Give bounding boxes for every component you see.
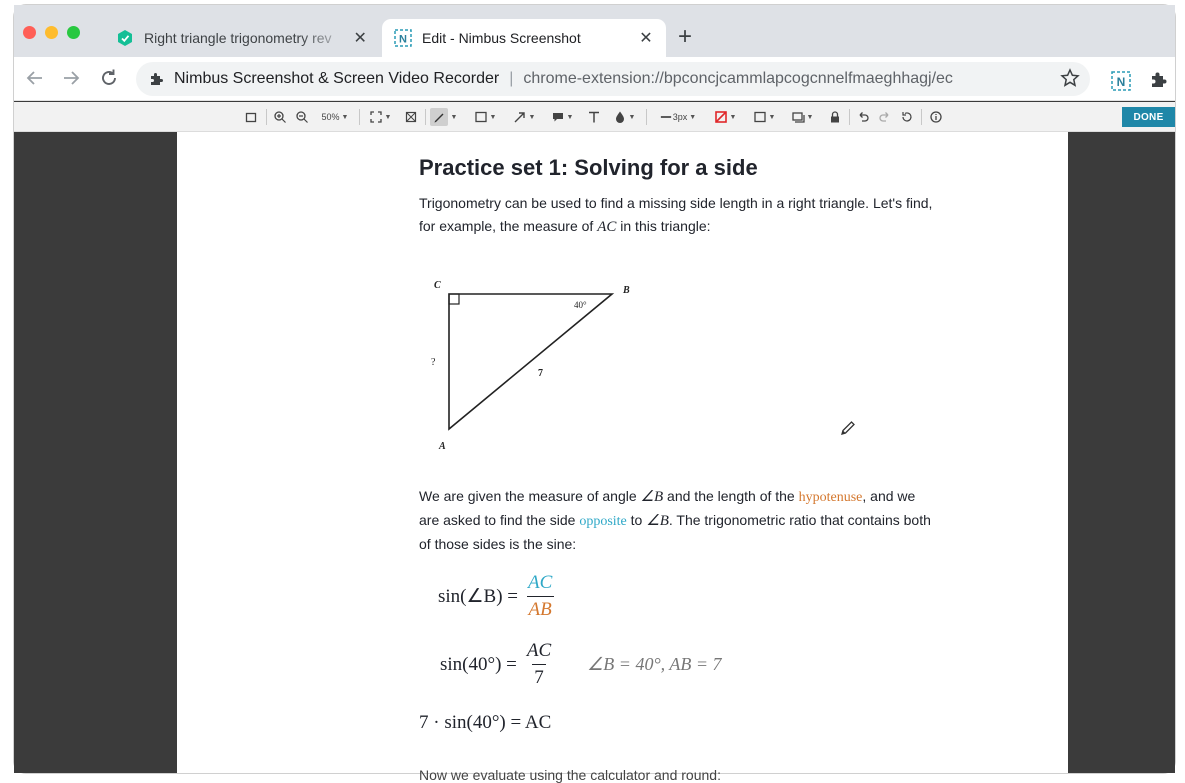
explanation-paragraph: We are given the measure of angle ∠B and the length of the hypotenuse, and we are asked to find the side opposite to ∠B. The trigonometric ratio that contains both of those sides is the sine: [419,488,931,552]
address-url: chrome-extension://bpconcjcammlapcogcnnelfmaeghhagj/ec [523,70,953,87]
equation-sine-definition: sin(∠B) = $\frac{AC}{AB}$ [438,572,553,620]
crop-icon[interactable] [243,108,259,126]
arrow-tool-icon[interactable]: ▼ [509,108,539,126]
extension-puzzle-icon [148,71,164,87]
page-title: Practice set 1: Solving for a side [419,155,758,180]
given-values-note: ∠B = 40°, AB = 7 [587,654,722,674]
chevron-down-icon[interactable]: ▼ [450,113,458,121]
svg-text:N: N [1116,75,1126,89]
reload-icon[interactable] [98,67,120,89]
done-button[interactable]: DONE [1122,107,1175,127]
address-separator: | [509,70,514,87]
lock-icon[interactable] [827,108,843,126]
editor-toolbar [14,102,1175,132]
unknown-side-label: ? [431,357,436,368]
back-icon[interactable] [24,67,46,89]
zoom-level-select[interactable] [316,108,354,126]
text-tool-icon[interactable] [586,108,602,126]
zoom-out-icon[interactable] [294,108,310,126]
navigation-bar [14,57,1175,101]
undo-icon[interactable] [855,108,871,126]
hypotenuse-length-label: 7 [538,368,543,379]
info-icon[interactable] [928,108,944,126]
tab-nimbus-edit[interactable] [382,19,666,57]
shadow-icon[interactable]: ▼ [787,108,817,126]
chevron-down-icon: ▼ [341,113,349,121]
address-bar[interactable] [136,62,1090,96]
close-tab-icon[interactable]: ✕ [639,30,653,47]
vertex-label-a: A [439,441,446,452]
stroke-color-icon[interactable]: ▼ [750,108,778,126]
khan-academy-icon [116,29,134,47]
zoom-level-value: 50% [321,112,340,122]
opposite-link[interactable]: opposite [579,514,627,529]
tab-title: Right triangle trigonometry rev [144,30,352,46]
screenshot-page [177,132,1068,783]
pen-tool-icon[interactable] [430,108,448,126]
cutoff-text: Now we evaluate using the calculator and round: [419,767,721,783]
site-name: Nimbus Screenshot & Screen Video Recorder [174,70,500,87]
rectangle-tool-icon[interactable]: ▼ [471,108,499,126]
reset-icon[interactable] [899,108,915,126]
tab-strip [14,5,1175,57]
bookmark-star-icon[interactable] [1060,68,1080,88]
svg-text:N: N [399,33,407,46]
new-tab-button[interactable]: + [678,23,693,50]
line-width-value: 3px [672,112,688,122]
speech-bubble-tool-icon[interactable]: ▼ [548,108,576,126]
resize-icon[interactable] [403,108,419,126]
extensions-puzzle-icon[interactable] [1148,70,1168,90]
pencil-cursor-icon [840,420,856,436]
vertex-label-c: C [434,280,441,291]
minimize-window-button[interactable] [45,26,58,39]
hypotenuse-link[interactable]: hypotenuse [798,490,863,505]
zoom-in-icon[interactable] [272,108,288,126]
equation-substitution: sin(40°) = $\frac{AC}{7}$ ∠B = 40°, AB = 7 [440,640,722,688]
fill-color-icon[interactable]: ▼ [710,108,740,126]
tab-khan-academy[interactable] [104,19,380,57]
nimbus-icon [394,29,412,47]
close-window-button[interactable] [23,26,36,39]
math-variable: AC [597,219,617,235]
forward-icon[interactable] [60,67,82,89]
line-width-select[interactable]: 3px ▼ [672,112,697,122]
fit-screen-icon[interactable]: ▼ [367,108,393,126]
maximize-window-button[interactable] [67,26,80,39]
browser-window [14,5,1175,783]
tab-title: Edit - Nimbus Screenshot [422,30,581,46]
redo-icon[interactable] [877,108,893,126]
close-tab-icon[interactable]: ✕ [353,30,367,47]
nimbus-extension-icon[interactable] [1111,71,1131,91]
right-triangle-diagram [419,262,649,462]
equation-solve: 7 · sin(40°) = AC [419,712,552,733]
angle-label: 40° [574,300,587,310]
intro-paragraph: Trigonometry can be used to find a missing side length in a right triangle. Let's find, for example, the measure of AC in this triangle: [419,195,933,235]
editor-canvas[interactable] [14,132,1175,783]
vertex-label-b: B [623,285,630,296]
blur-tool-icon[interactable]: ▼ [610,108,638,126]
